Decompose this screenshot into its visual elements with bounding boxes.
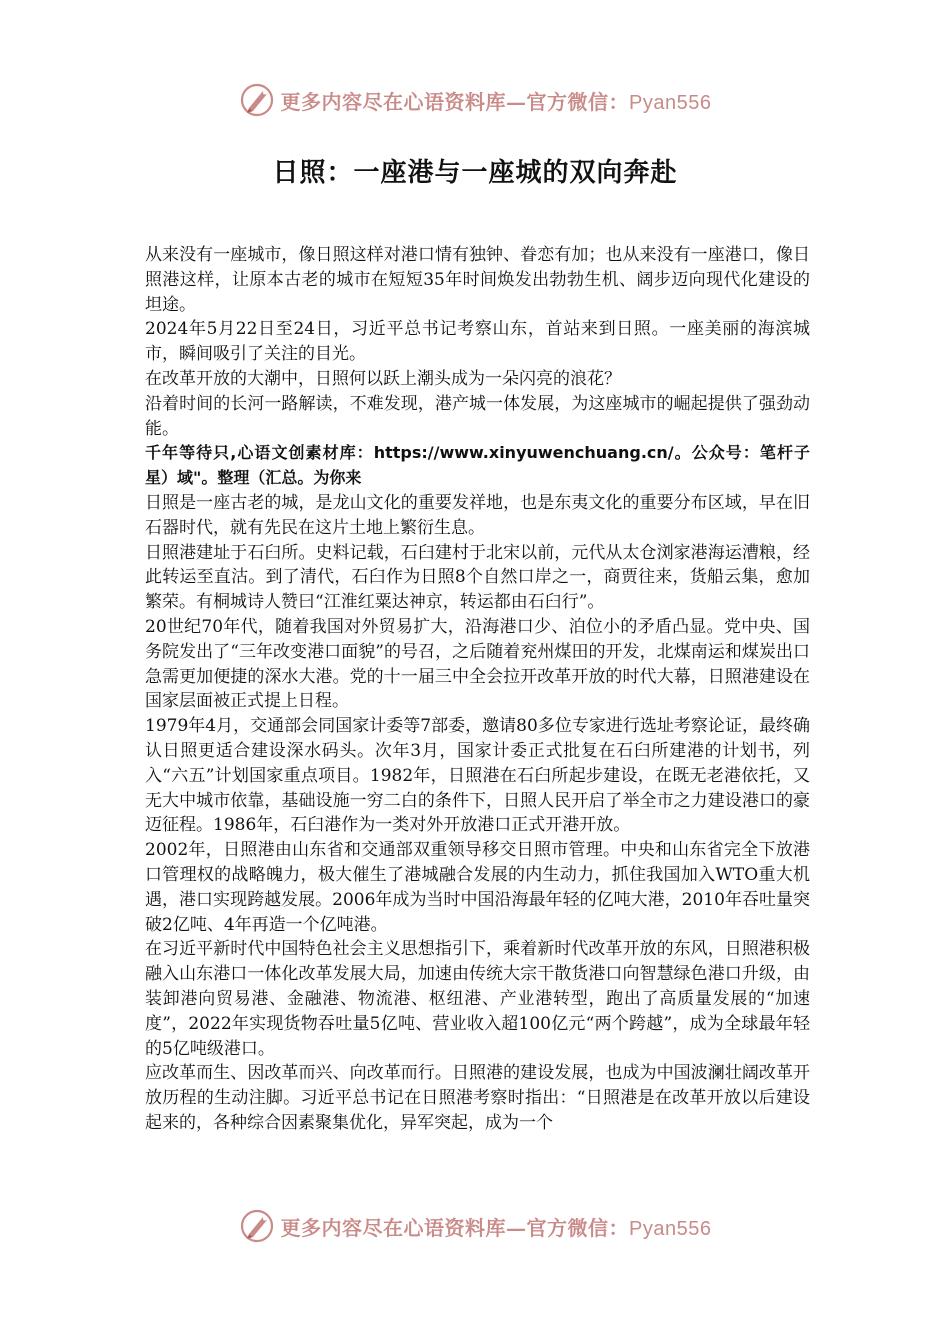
paragraph: 1979年4月，交通部会同国家计委等7部委，邀请80多位专家进行选址考察论证，最终确认日照更适合建设深水码头。次年3月，国家计委正式批复在石臼所建港的计划书，列入“六五”计划国家重点项目。1982年，日照港在石臼所起步建设，在既无老港依托，又无大中城市依靠，基础设施一穷二白的条件下，日照人民开启了举全市之力建设港口的豪迈征程。1986年，石臼港作为一类对外开放港口正式开港开放。 — [145, 716, 810, 836]
banner-text — [281, 86, 712, 115]
watermark-paragraph: 千年等待只,心语文创素材库：https://www.xinyuwenchuang.cn/。公众号：笔杆子星）域"。整理（汇总。为你来 — [145, 443, 810, 488]
document-title: 日照：一座港与一座城的双向奔赴 — [272, 158, 678, 188]
pen-logo-icon — [239, 1208, 275, 1244]
paragraph: 在习近平新时代中国特色社会主义思想指引下，乘着新时代改革开放的东风，日照港积极融入山东港口一体化改革发展大局，加速由传统大宗干散货港口向智慧绿色港口升级，由装卸港向贸易港、金融港、物流港、枢纽港、产业港转型，跑出了高质量发展的“加速度”，2022年实现货物吞吐量5亿吨、营业收入超100亿元“两个跨越”，成为全球最年轻的5亿吨级港口。 — [145, 939, 810, 1059]
paragraph: 2024年5月22日至24日，习近平总书记考察山东，首站来到日照。一座美丽的海滨城市，瞬间吸引了关注的目光。 — [145, 319, 810, 365]
banner-label: 更多内容尽在心语资料库—官方微信： — [280, 1215, 630, 1240]
banner-brand: Pyan556 — [629, 1217, 712, 1240]
banner-label: 更多内容尽在心语资料库—官方微信： — [280, 89, 630, 114]
document-body — [145, 243, 810, 1189]
paragraph: 2002年，日照港由山东省和交通部双重领导移交日照市管理。中央和山东省完全下放港口管理权的战略魄力，极大催生了港城融合发展的内生动力，抓住我国加入WTO重大机遇，港口实现跨越发展。2006年成为当时中国沿海最年轻的亿吨大港，2010年吞吐量突破2亿吨、4年再造一个亿吨港。 — [145, 840, 810, 935]
paragraph: 沿着时间的长河一路解读，不难发现，港产城一体发展，为这座城市的崛起提供了强劲动能。 — [145, 393, 810, 439]
paragraph: 从来没有一座城市，像日照这样对港口情有独钟、眷恋有加；也从来没有一座港口，像日照港这样，让原本古老的城市在短短35年时间焕发出勃勃生机、阔步迈向现代化建设的坦途。 — [145, 245, 810, 315]
banner-text — [281, 1212, 712, 1241]
header-banner — [0, 82, 950, 118]
pen-logo-icon — [239, 82, 275, 118]
paragraph: 20世纪70年代，随着我国对外贸易扩大，沿海港口少、泊位小的矛盾凸显。党中央、国务院发出了“三年改变港口面貌”的号召，之后随着兖州煤田的开发，北煤南运和煤炭出口急需更加便捷的深水大港。党的十一届三中全会拉开改革开放的时代大幕，日照港建设在国家层面被正式提上日程。 — [145, 616, 810, 712]
banner-brand: Pyan556 — [629, 91, 712, 114]
paragraph: 在改革开放的大潮中，日照何以跃上潮头成为一朵闪亮的浪花？ — [145, 368, 621, 389]
paragraph: 应改革而生、因改革而兴、向改革而行。日照港的建设发展，也成为中国波澜壮阔改革开放历程的生动注脚。习近平总书记在日照港考察时指出：“日照港是在改革开放以后建设起来的，各种综合因素聚集优化，异军突起，成为一个 — [145, 1063, 810, 1133]
footer-banner — [0, 1208, 950, 1244]
paragraph: 日照是一座古老的城，是龙山文化的重要发祥地，也是东夷文化的重要分布区域，早在旧石器时代，就有先民在这片土地上繁衍生息。 — [145, 492, 810, 538]
paragraph: 日照港建址于石臼所。史料记载，石臼建村于北宋以前，元代从太仓浏家港海运漕粮，经此转运至直沽。到了清代，石臼作为日照8个自然口岸之一，商贾往来，货船云集，愈加繁荣。有桐城诗人赞曰“江淮红粟达神京，转运都由石臼行”。 — [145, 542, 810, 613]
